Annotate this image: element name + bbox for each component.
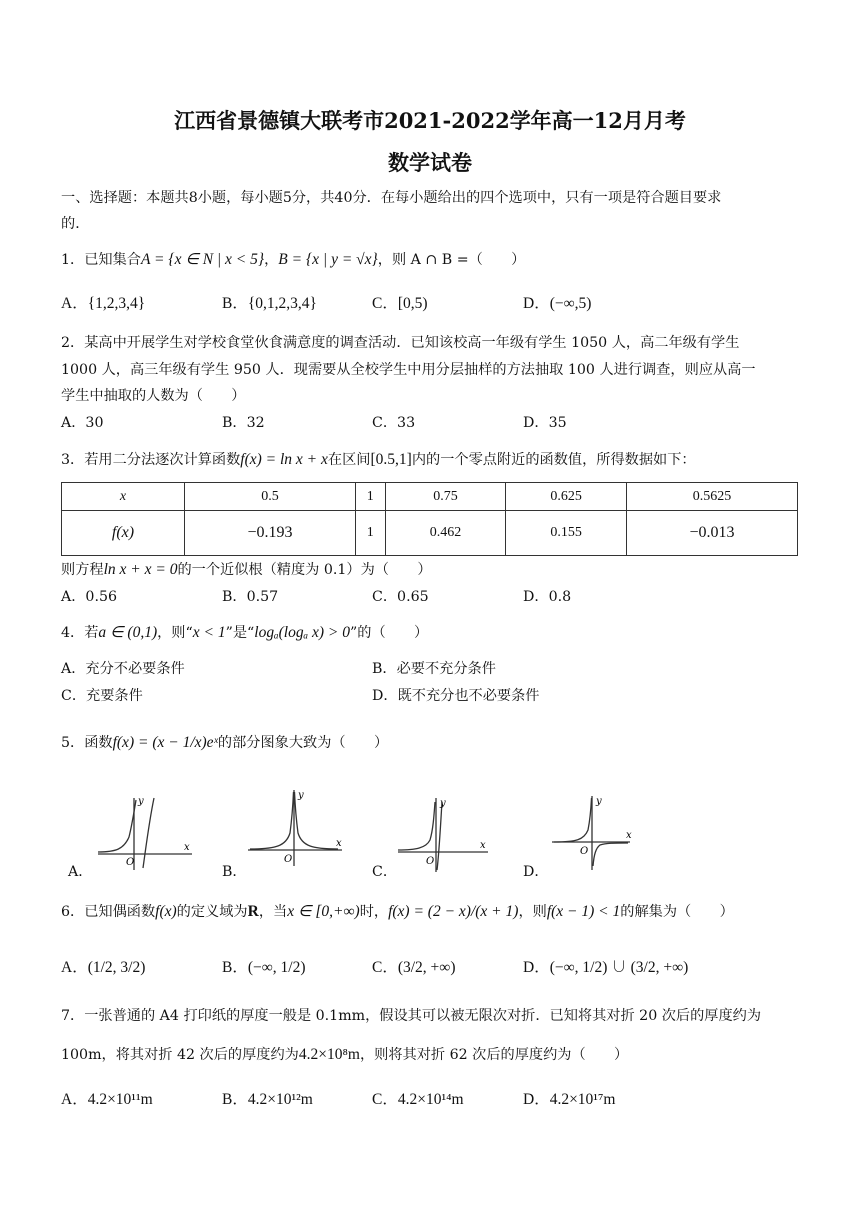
q4-pre: 4．若 <box>61 625 99 641</box>
curve-left-branch <box>98 800 136 852</box>
curve-left-branch <box>398 802 435 850</box>
table-cell: −0.193 <box>185 511 356 556</box>
q1-option-c: C．[0,5) <box>372 295 428 312</box>
question-4 <box>61 623 428 643</box>
q7-option-c: C．4.2×10¹⁴m <box>372 1091 464 1108</box>
table-cell: 0.625 <box>506 483 627 511</box>
q3-option-c: C．0.65 <box>372 589 429 605</box>
q5-label-a: A． <box>68 864 93 880</box>
axis-label-y: y <box>596 796 602 807</box>
q2-option-a: A．30 <box>61 415 104 431</box>
curve-right-branch <box>143 798 154 868</box>
curve-left-branch <box>554 798 592 842</box>
bisection-table <box>61 482 798 556</box>
q6-inequality: f(x − 1) < 1 <box>546 903 621 920</box>
q5-function: f(x) = (x − 1/x)eˣ <box>112 734 218 751</box>
q7-line2-post: ，则将其对折 62 次后的厚度约为（ ） <box>359 1047 629 1063</box>
origin-label: O <box>126 857 135 868</box>
origin-label: O <box>284 854 293 865</box>
q2-line1: 2．某高中开展学生对学校食堂伙食满意度的调查活动．已知该校高一年级有学生 1050 人，高二年级有学生 <box>61 335 740 351</box>
q6-post: 的解集为（ ） <box>620 904 734 920</box>
q2-option-b: B．32 <box>222 415 265 431</box>
exam-subtitle: 数学试卷 <box>388 150 472 175</box>
q6-option-c: C．(3/2, +∞) <box>372 959 456 976</box>
q3-after <box>61 560 432 580</box>
table-cell: 1 <box>355 511 385 556</box>
axis-label-y: y <box>298 790 304 801</box>
table-head-fx: f(x) <box>62 511 185 556</box>
q7-line2-pre: 100m，将其对折 42 次后的厚度约为 <box>61 1047 299 1063</box>
axis-label-x: x <box>336 838 342 849</box>
q4-option-a: A．充分不必要条件 <box>61 661 185 677</box>
section-heading-line2: 的． <box>61 216 90 232</box>
q2-option-d: D．35 <box>523 415 567 431</box>
q3-after-pre: 则方程 <box>61 562 104 578</box>
q5-post: 的部分图象大致为（ ） <box>217 735 389 751</box>
axis-label-y: y <box>138 796 144 807</box>
table-cell: 0.75 <box>385 483 506 511</box>
q6-function: f(x) = (2 − x)/(x + 1) <box>388 903 519 920</box>
q3-pre: 3．若用二分法逐次计算函数 <box>61 452 241 468</box>
q1-option-d: D．(−∞,5) <box>523 295 592 312</box>
graph-b <box>246 788 356 872</box>
table-row-fx <box>62 511 798 556</box>
table-cell: 0.462 <box>385 511 506 556</box>
q3-after-post: 的一个近似根（精度为 0.1）为（ ） <box>177 562 432 578</box>
q6-pre: 6．已知偶函数 <box>61 904 156 920</box>
q3-option-b: B．0.57 <box>222 589 279 605</box>
table-head-x: x <box>62 483 185 511</box>
table-cell: 0.5 <box>185 483 356 511</box>
q1-option-a: A．{1,2,3,4} <box>61 295 146 312</box>
axis-label-y: y <box>440 798 446 809</box>
curve-right-branch <box>437 802 442 870</box>
q7-line2 <box>61 1045 628 1065</box>
q1-tail: ，则 A ∩ B =（ ） <box>377 252 526 268</box>
table-cell: 0.155 <box>506 511 627 556</box>
origin-label: O <box>580 846 589 857</box>
q5-label-c: C． <box>372 864 398 880</box>
q5-label-d: D． <box>523 864 549 880</box>
q4-mid2: ”是“ <box>225 625 255 641</box>
q7-option-b: B．4.2×10¹²m <box>222 1091 313 1108</box>
question-3 <box>61 450 696 470</box>
q7-value: 4.2×10⁸m <box>298 1046 360 1063</box>
q3-option-a: A．0.56 <box>61 589 118 605</box>
exam-title: 江西省景德镇大联考市2021-2022学年高一12月月考 <box>174 108 686 133</box>
q6-fx: f(x) <box>155 903 177 920</box>
table-cell: 0.5625 <box>627 483 798 511</box>
q4-p: x < 1 <box>192 624 226 641</box>
q3-mid: 在区间 <box>327 452 371 468</box>
question-1 <box>61 250 525 270</box>
graph-c <box>396 794 496 874</box>
q7-option-a: A．4.2×10¹¹m <box>61 1091 153 1108</box>
q4-mid1: ，则“ <box>157 625 193 641</box>
section-heading-line1: 一、选择题：本题共8小题，每小题5分，共40分．在每小题给出的四个选项中，只有一项是符合题目要求 <box>61 190 722 206</box>
table-cell: −0.013 <box>627 511 798 556</box>
q1-number: 1．已知集合 <box>61 252 141 268</box>
graph-d <box>548 792 638 872</box>
q6-option-d: D．(−∞, 1/2) ∪ (3/2, +∞) <box>523 959 689 976</box>
q4-option-d: D．既不充分也不必要条件 <box>372 688 540 704</box>
axis-label-x: x <box>626 830 632 841</box>
q7-option-d: D．4.2×10¹⁷m <box>523 1091 616 1108</box>
q2-line2: 1000 人，高三年级有学生 950 人．现需要从全校学生中用分层抽样的方法抽取 100 人进行调查，则应从高一 <box>61 362 756 378</box>
axis-label-x: x <box>480 840 486 851</box>
q6-option-b: B．(−∞, 1/2) <box>222 959 306 976</box>
question-6 <box>61 902 734 922</box>
q3-option-d: D．0.8 <box>523 589 572 605</box>
q2-option-c: C．33 <box>372 415 416 431</box>
q6-mid4: ，则 <box>518 904 547 920</box>
q4-post: ”的（ ） <box>350 625 429 641</box>
q7-line1: 7．一张普通的 A4 打印纸的厚度一般是 0.1mm，假设其可以被无限次对折．已知将其对折 20 次后的厚度约为 <box>61 1008 762 1024</box>
table-cell: 1 <box>355 483 385 511</box>
q6-mid1: 的定义域为 <box>176 904 248 920</box>
q3-post: 内的一个零点附近的函数值，所得数据如下： <box>411 452 696 468</box>
q5-pre: 5．函数 <box>61 735 113 751</box>
q4-q: logₐ(logₐ x) > 0 <box>254 624 351 641</box>
question-5 <box>61 733 388 753</box>
q1-set-a: A = {x ∈ N | x < 5} <box>140 251 265 268</box>
q6-mid3: 时， <box>359 904 389 920</box>
table-row-x <box>62 483 798 511</box>
curve-left-branch <box>250 792 294 849</box>
q6-mid2: ，当 <box>258 904 288 920</box>
q6-condition: x ∈ [0,+∞) <box>287 903 360 920</box>
axis-label-x: x <box>184 842 190 853</box>
q3-equation: ln x + x = 0 <box>103 561 178 578</box>
q6-domain-r: R <box>247 903 259 920</box>
q6-option-a: A．(1/2, 3/2) <box>61 959 146 976</box>
q3-interval: [0.5,1] <box>370 451 412 468</box>
curve-right-branch <box>593 843 628 866</box>
q4-condition: a ∈ (0,1) <box>98 624 158 641</box>
q5-label-b: B． <box>222 864 247 880</box>
q1-set-b: B = {x | y = √x} <box>278 251 378 268</box>
q4-option-c: C．充要条件 <box>61 688 143 704</box>
q4-option-b: B．必要不充分条件 <box>372 661 496 677</box>
q1-sep: ， <box>264 252 279 268</box>
q2-line3: 学生中抽取的人数为（ ） <box>61 388 246 404</box>
origin-label: O <box>426 856 435 867</box>
graph-a <box>96 792 206 872</box>
q1-option-b: B．{0,1,2,3,4} <box>222 295 317 312</box>
q3-function: f(x) = ln x + x <box>240 451 328 468</box>
